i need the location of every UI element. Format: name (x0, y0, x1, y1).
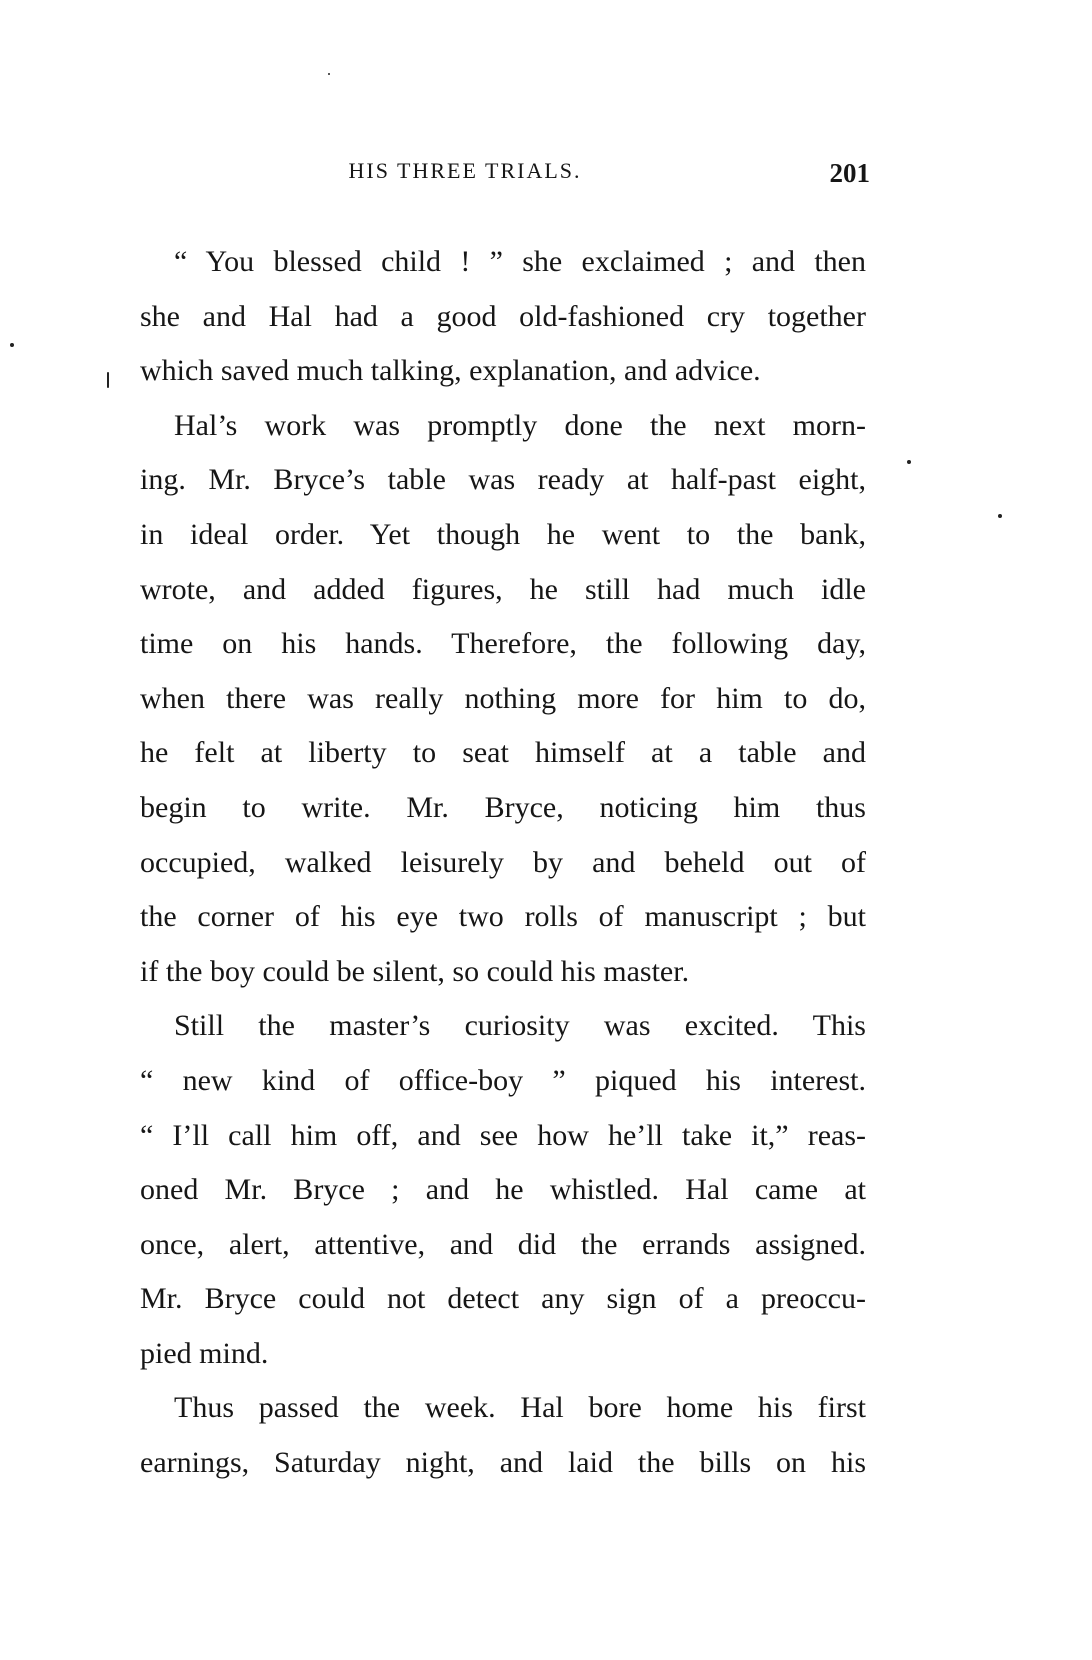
text-line: which saved much talking, explanation, and advice. (140, 354, 761, 388)
paragraph (140, 235, 866, 399)
scan-speck (107, 372, 109, 388)
text-line: he felt at liberty to seat himself at a table and (140, 736, 866, 770)
text-line: begin to write. Mr. Bryce, noticing him thus (140, 790, 866, 824)
paragraph (140, 999, 866, 1381)
text-line: once, alert, attentive, and did the errands assigned. (140, 1227, 866, 1261)
text-line: “ You blessed child ! ” she exclaimed ; and then (174, 245, 866, 278)
text-line: in ideal order. Yet though he went to the bank, (140, 517, 866, 551)
scan-speck (907, 460, 911, 464)
text-line: if the boy could be silent, so could his master. (140, 954, 690, 988)
text-line: Still the master’s curiosity was excited. This (174, 1009, 866, 1043)
text-line: wrote, and added figures, he still had much idle (140, 572, 866, 606)
text-line: time on his hands. Therefore, the following day, (140, 627, 866, 661)
text-line: occupied, walked leisurely by and beheld out of (140, 845, 866, 879)
scan-speck (998, 514, 1002, 518)
text-line: Hal’s work was promptly done the next morn- (174, 408, 866, 442)
body-text (140, 235, 866, 1491)
text-line: “ new kind of office-boy ” piqued his interest. (140, 1063, 866, 1097)
page-header (140, 158, 870, 198)
text-line: Thus passed the week. Hal bore home his first (174, 1391, 866, 1425)
running-title: HIS THREE TRIALS. (348, 158, 582, 183)
text-line: Mr. Bryce could not detect any sign of a preoccu- (140, 1282, 866, 1316)
scan-speck (328, 73, 330, 75)
text-line: oned Mr. Bryce ; and he whistled. Hal came at (140, 1173, 866, 1207)
paragraph (140, 399, 866, 1000)
text-line: ing. Mr. Bryce’s table was ready at half-past eight, (140, 463, 866, 497)
text-line: when there was really nothing more for him to do, (140, 681, 866, 715)
page-number: 201 (829, 158, 870, 188)
text-line: she and Hal had a good old-fashioned cry together (140, 299, 866, 333)
text-line: the corner of his eye two rolls of manuscript ; but (140, 900, 866, 934)
paragraph (140, 1381, 866, 1490)
text-line: pied mind. (140, 1336, 269, 1370)
text-line: earnings, Saturday night, and laid the bills on his (140, 1446, 866, 1480)
scan-speck (10, 343, 14, 347)
text-line: “ I’ll call him off, and see how he’ll take it,” reas- (140, 1118, 866, 1152)
